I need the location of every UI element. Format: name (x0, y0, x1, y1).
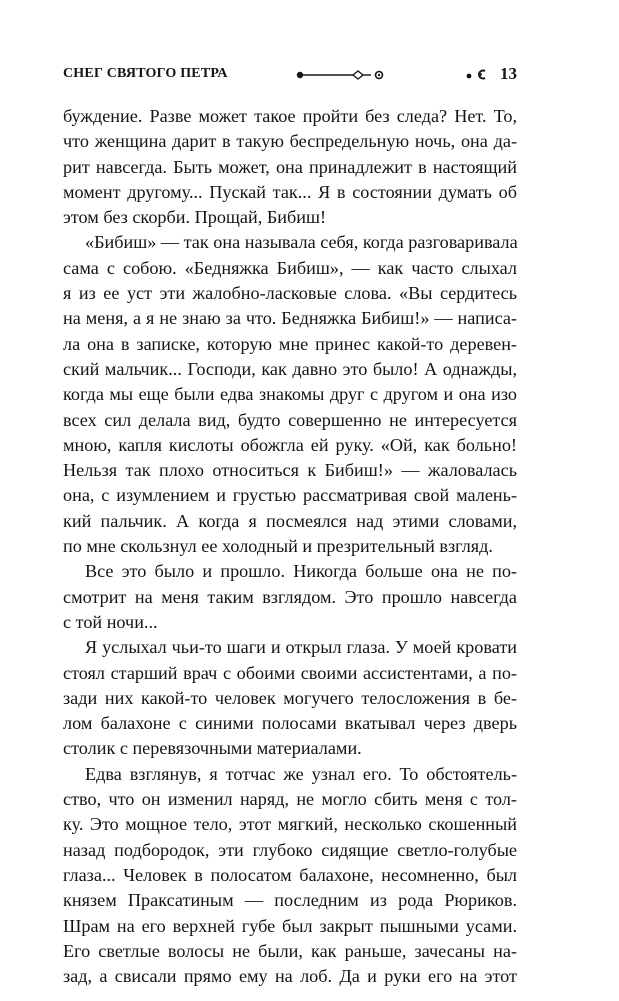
text-line: на меня, а я не знаю за что. Бедняжка Бибиш!» — написа- (63, 308, 517, 329)
paragraph-3 (63, 559, 517, 635)
text-line: стоял старший врач с обоими своими ассистентами, а по- (63, 662, 517, 683)
text-line: смотрит на меня таким взглядом. Это прошло навсегда (63, 586, 517, 607)
text-line: ку. Это мощное тело, этот мягкий, несколько скошенный (63, 814, 517, 835)
text-line: зади них какой-то человек могучего телосложения в бе- (63, 687, 517, 708)
page-number-ornament-icon (466, 68, 488, 80)
running-head (63, 64, 517, 86)
text-line: ла она в записке, которую мне принес какой-то деревен- (63, 333, 517, 354)
text-line: кий пальчик. А когда я посмеялся над этими словами, (63, 510, 517, 531)
text-line: этом без скорби. Прощай, Бибиш! (63, 207, 327, 228)
paragraph-5 (63, 762, 517, 990)
text-line: мною, капля кислоты обожгла ей руку. «Ой, как больно! (63, 434, 517, 455)
text-line: буждение. Разве может такое пройти без следа? Нет. То, (63, 106, 517, 126)
text-line: Нельзя так плохо относиться к Бибиш!» — жаловалась (63, 460, 517, 481)
text-line: что женщина дарит в такую беспредельную ночь, она да- (63, 131, 517, 152)
text-line: «Бибиш» — так она называла себя, когда разговаривала (85, 232, 518, 253)
scroll-ornament-icon (295, 68, 385, 82)
text-line: я из ее уст эти жалобно-ласковые слова. «Вы сердитесь (63, 283, 517, 304)
body-text (63, 104, 517, 989)
paragraph-2 (63, 230, 517, 559)
text-line: лом балахоне с синими полосами вкатывал через дверь (63, 713, 517, 734)
text-line: князем Праксатиным — последним из рода Рюриков. (63, 890, 517, 911)
text-line: сама с собою. «Бедняжка Бибиш», — как часто слыхал (63, 257, 517, 278)
text-line: Я услыхал чьи-то шаги и открыл глаза. У моей кровати (85, 637, 517, 658)
text-line: с той ночи... (63, 611, 158, 632)
text-line: глаза... Человек в полосатом балахоне, несомненно, был (63, 864, 517, 885)
page-number: 13 (500, 64, 517, 83)
text-line: ство, что он изменил наряд, не могло сбить меня с тол- (63, 789, 517, 810)
text-line: Едва взглянув, я тотчас же узнал его. То обстоятель- (85, 763, 517, 784)
paragraph-1 (63, 104, 517, 230)
text-line: назад подбородок, эти глубоко сидящие светло-голубые (63, 839, 517, 860)
text-line: Его светлые волосы не были, как раньше, зачесаны на- (63, 940, 517, 961)
paragraph-4 (63, 635, 517, 761)
text-line: столик с перевязочными материалами. (63, 738, 362, 759)
text-line: по мне скользнул ее холодный и презрительный взгляд. (63, 536, 493, 557)
text-line: рит навсегда. Быть может, она принадлежит в настоящий (63, 156, 517, 177)
text-line: момент другому... Пускай так... Я в состоянии думать об (63, 181, 517, 202)
running-head-title: СНЕГ СВЯТОГО ПЕТРА (63, 66, 228, 81)
text-line: она, с изумлением и грустью рассматривая свой малень- (63, 485, 517, 506)
page-number-block (466, 64, 517, 84)
text-line: когда мы еще были едва знакомы друг с другом и она изо (63, 384, 517, 405)
text-line: зад, а свисали прямо ему на лоб. Да и руки его на этот (63, 966, 517, 987)
text-line: Шрам на его верхней губе был закрыт пышными усами. (63, 915, 517, 936)
text-line: всех сил делала вид, будто совершенно не интересуется (63, 409, 517, 430)
text-line: ский мальчик... Господи, как давно это было! А однажды, (63, 358, 517, 379)
text-line: Все это было и прошло. Никогда больше она не по- (85, 561, 517, 582)
